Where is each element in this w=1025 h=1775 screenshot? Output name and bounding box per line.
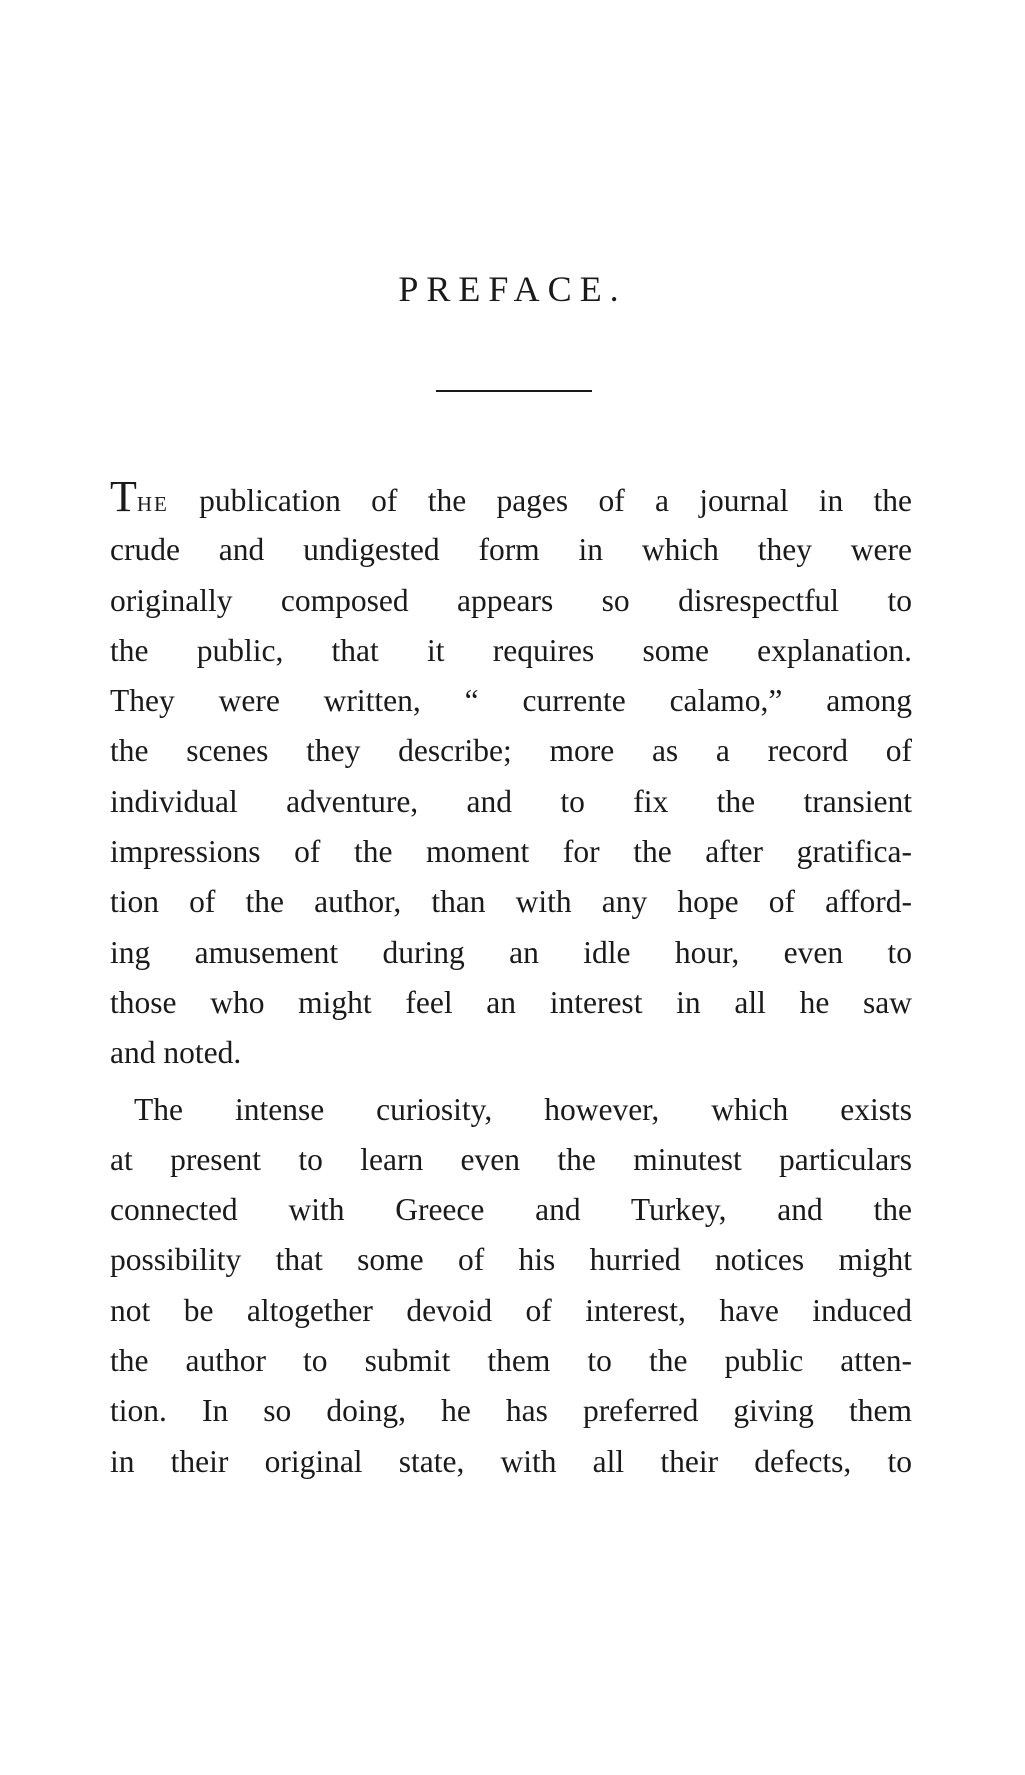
text-line: in their original state, with all their defects, to [110, 1443, 912, 1479]
paragraph-1 [110, 472, 912, 1079]
small-caps: HE [136, 492, 169, 516]
text-line: those who might feel an interest in all he saw [110, 984, 912, 1020]
paragraph-2 [110, 1085, 912, 1487]
text-line [110, 472, 912, 525]
text-line: The intense curiosity, however, which exists [134, 1091, 912, 1127]
text-line: and noted. [110, 1035, 242, 1071]
text-line: not be altogether devoid of interest, have induced [110, 1292, 912, 1328]
text-line: possibility that some of his hurried notices might [110, 1242, 912, 1278]
drop-cap: T [110, 472, 137, 521]
text-line: the scenes they describe; more as a record of [110, 733, 912, 769]
page-heading: PREFACE. [398, 269, 627, 309]
text-line: They were written, “ currente calamo,” among [110, 683, 912, 719]
text-line: impressions of the moment for the after gratifica- [110, 834, 912, 870]
text-line: tion of the author, than with any hope of afford- [110, 884, 912, 920]
text-line: originally composed appears so disrespectful to [110, 582, 912, 618]
text-line: at present to learn even the minutest particulars [110, 1141, 912, 1177]
text-line: tion. In so doing, he has preferred giving them [110, 1393, 912, 1429]
text-line: individual adventure, and to fix the transient [110, 783, 912, 819]
text-line: connected with Greece and Turkey, and the [110, 1192, 912, 1228]
text-line: the author to submit them to the public atten- [110, 1343, 912, 1379]
text-line: the public, that it requires some explanation. [110, 632, 912, 668]
first-line-text: publication of the pages of a journal in the [168, 483, 912, 518]
heading-rule [436, 390, 592, 392]
text-line: crude and undigested form in which they were [110, 532, 912, 568]
body-text [110, 472, 912, 1487]
text-line: ing amusement during an idle hour, even to [110, 934, 912, 970]
